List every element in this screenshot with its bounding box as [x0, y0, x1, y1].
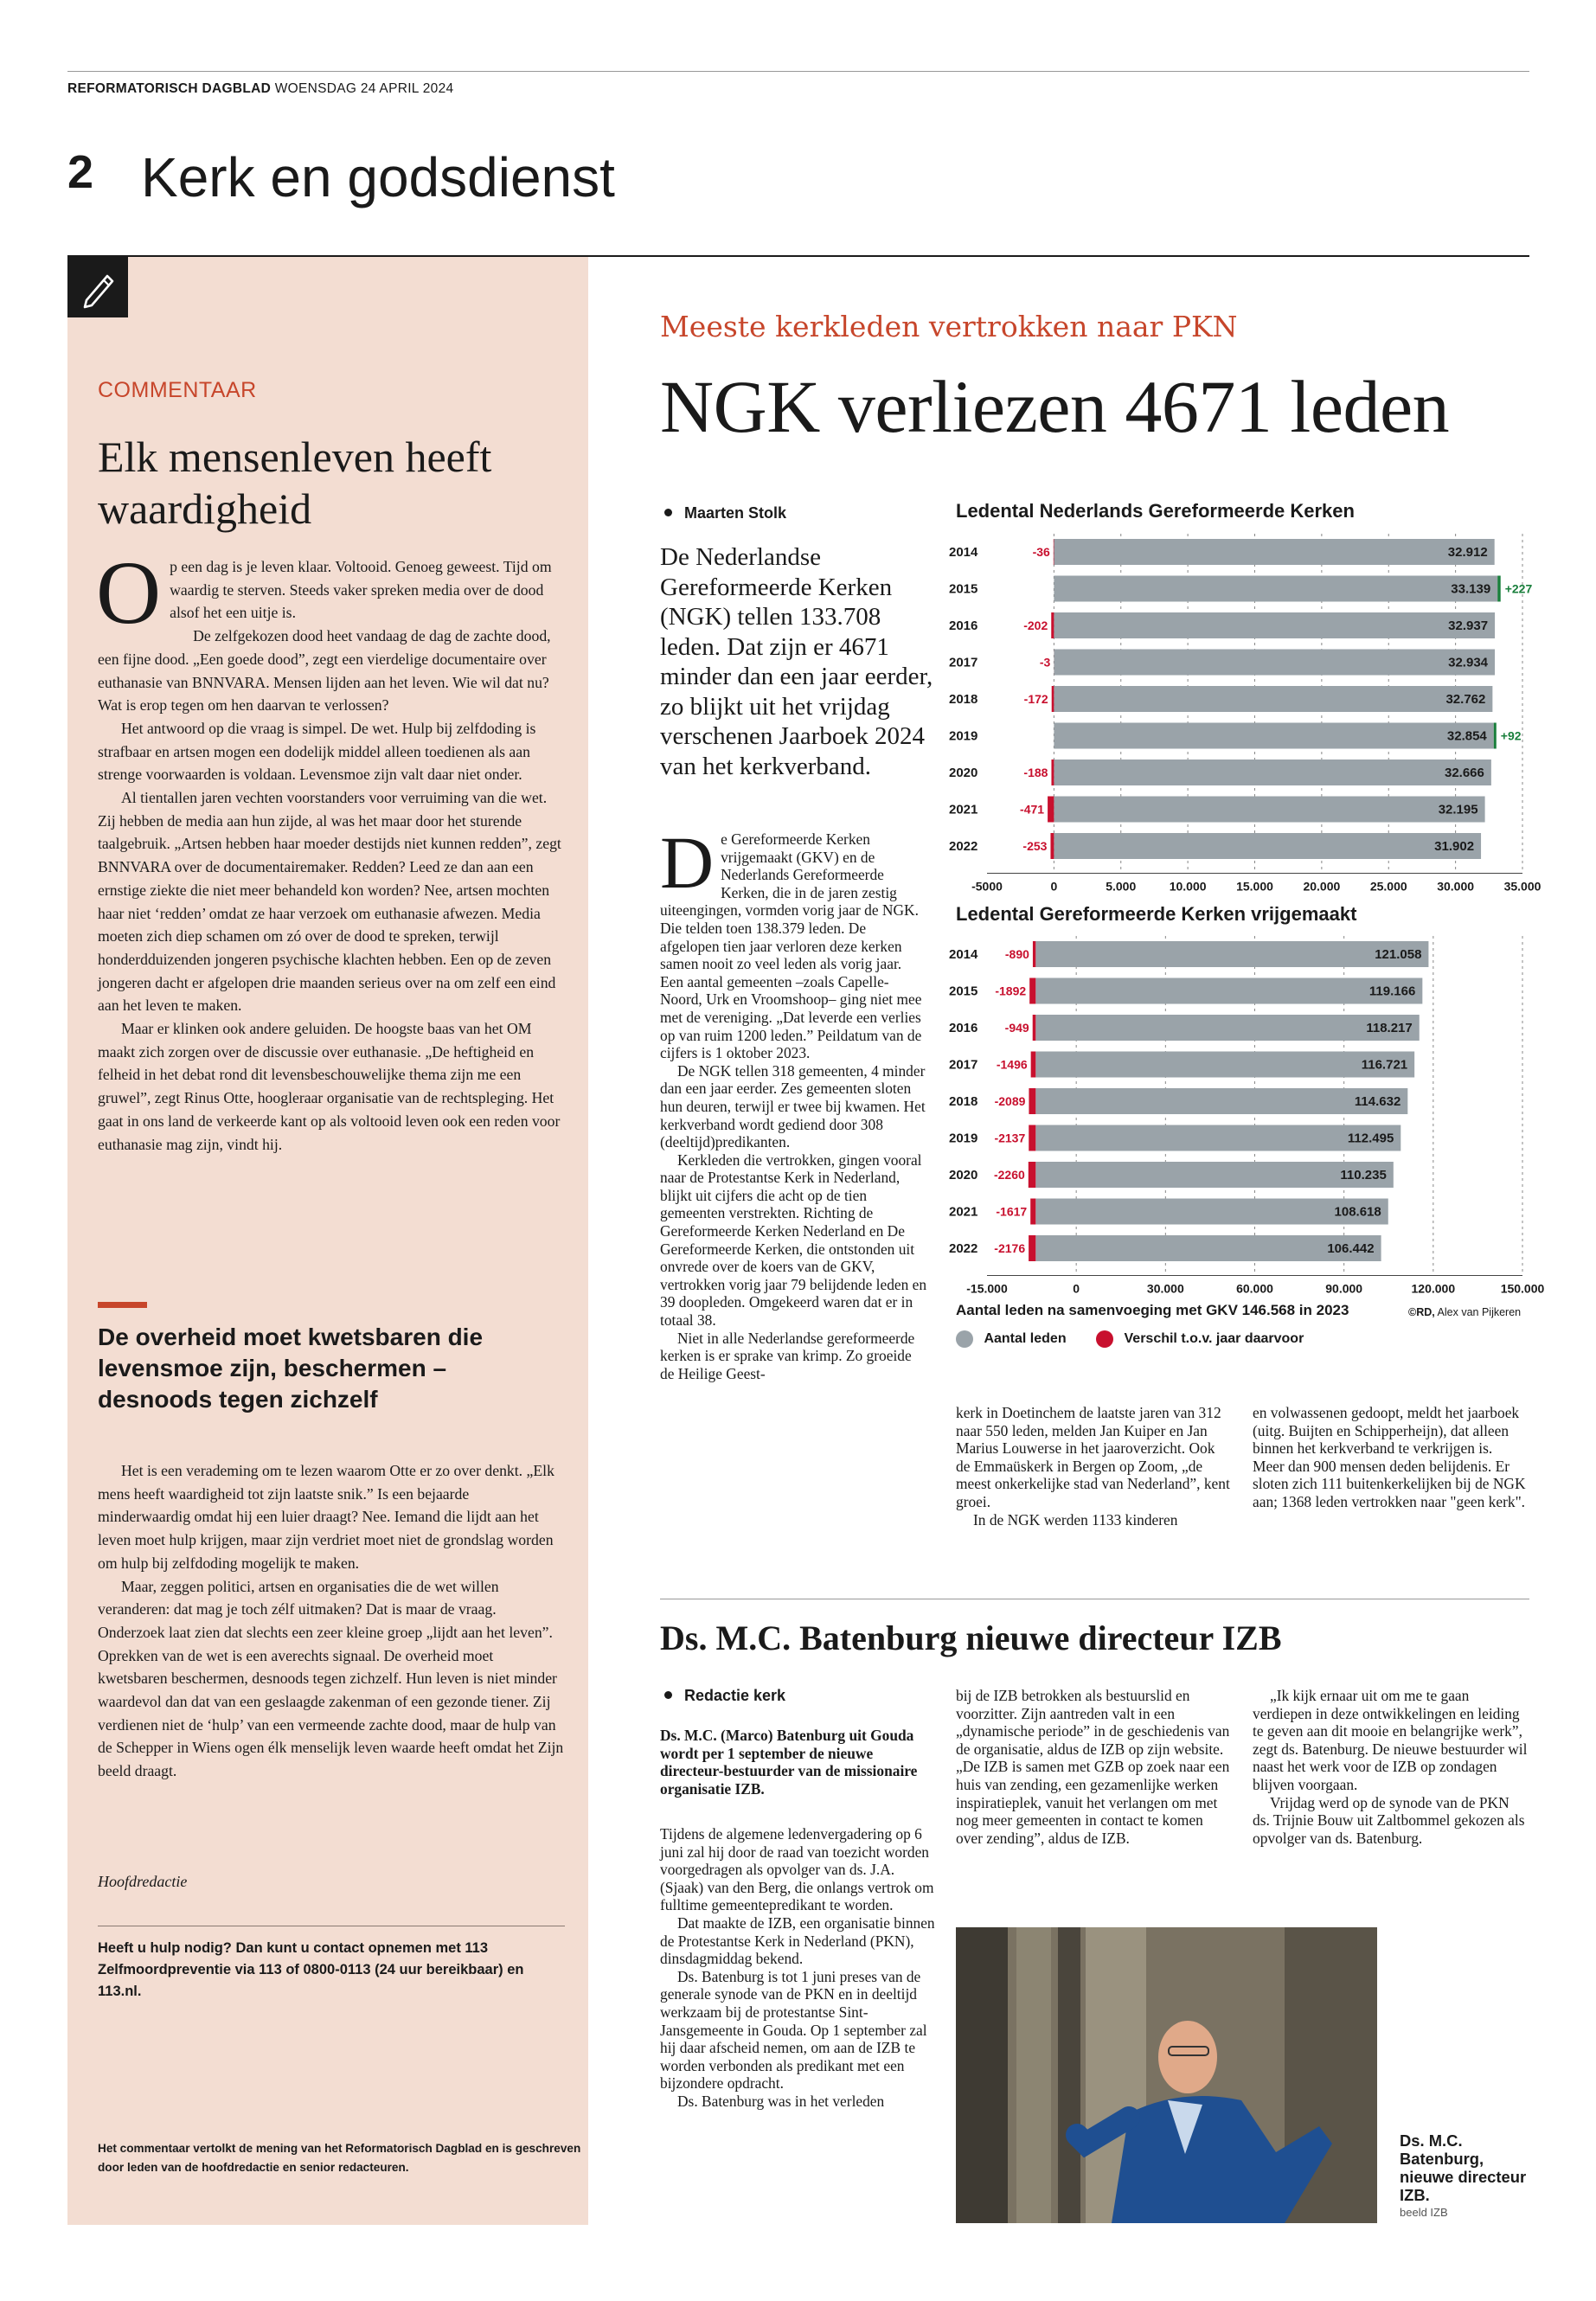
chart-value-label: 33.139 [1451, 581, 1491, 597]
chart-value-label: 31.902 [1434, 839, 1475, 854]
byline-author: Redactie kerk [684, 1687, 786, 1704]
chart-value-label: 32.195 [1438, 802, 1478, 817]
article2-byline [664, 1687, 785, 1705]
chart-diff-label: -471 [1020, 802, 1045, 817]
photo-caption: Ds. M.C. Batenburg, nieuwe directeur IZB. [1400, 2131, 1527, 2204]
commentary-paragraph: Maar er klinken ook andere geluiden. De hoogste baas van het OM maakt zich zorgen over de discussie over euthanasie. „De heftigheid en felheid in het debat rond dit levensbeschouwelijke thema zijn me een gruwel”, zegt Rinus Otte, hoogleraar organisatie van de rechtspleging. Het gaat in ons land de verkeerde kant op als voltooid leven ook een reden voor euthanasie mag zijn, vindt hij. [98, 1020, 561, 1153]
chart-year-label: 2021 [949, 1204, 978, 1220]
chart-year-label: 2015 [949, 581, 978, 597]
chart-ngk [947, 523, 1542, 895]
legend-verschil: Verschil t.o.v. jaar daarvoor [1124, 1331, 1304, 1346]
chart-value-label: 32.854 [1446, 728, 1487, 744]
article-col-2 [956, 1404, 1231, 1529]
article-byline [664, 504, 786, 522]
article-col-3 [1253, 1404, 1528, 1511]
article2-col-1 [660, 1825, 935, 2111]
chart-legend [956, 1330, 1304, 1348]
help-notice: Heeft u hulp nodig? Dan kunt u contact opnemen met 113 Zelfmoordpreventie via 113 of 0800-0113 (24 uur bereikbaar) en 113.nl. [98, 1940, 524, 1999]
chart-diff-bar [1029, 1125, 1035, 1151]
chart-value-label: 116.721 [1361, 1057, 1408, 1073]
article-paragraph: Kerkleden die vertrokken, gingen vooral naar de Protestantse Kerk in Nederland, blijkt uit cijfers die acht op de tien gemeenten verstrekten. Richting de Gereformeerde Kerken Nederland en De Gereformeerde Kerken, die ontstonden uit onvrede over de koers van de GKV, vertrokken vorig jaar 79 belijdende leden en 39 doopleden. Omgekeerd waren dat er in totaal 38. [660, 1150, 927, 1330]
legend-leden-swatch [956, 1330, 973, 1348]
byline-bullet [664, 1691, 672, 1699]
masthead [67, 81, 453, 97]
article2-col-3 [1253, 1687, 1528, 1847]
article2-col-2 [956, 1687, 1231, 1847]
article2-paragraph: Ds. Batenburg is tot 1 juni preses van de generale synode van de PKN en in deeltijd werkzaam bij de protestantse Sint-Jansgemeente in Gouda. Op 1 september zal hij daar afscheid nemen, om aan de IZB te worden verbonden als predikant met een bijzondere opdracht. [660, 1967, 927, 2093]
chart-merge-note: Aantal leden na samenvoeging met GKV 146.568 in 2023 [956, 1302, 1349, 1318]
commentary-dropcap: O [96, 543, 162, 643]
chart-bar [1054, 686, 1492, 712]
chart-bar [1035, 1088, 1407, 1114]
commentary-body-b [98, 1459, 565, 1783]
chart-diff-label: -1892 [995, 984, 1027, 998]
article-kicker: Meeste kerkleden vertrokken naar PKN [660, 310, 1238, 343]
chart-diff-label: -2089 [994, 1094, 1026, 1108]
masthead-rule [67, 71, 1529, 72]
chart-value-label: 32.934 [1448, 655, 1489, 670]
chart-year-label: 2017 [949, 655, 978, 670]
chart-tick-label: 5.000 [1106, 879, 1137, 894]
chart-bar [1054, 576, 1497, 602]
chart-diff-bar [1033, 1015, 1036, 1041]
chart-year-label: 2022 [949, 1241, 978, 1256]
byline-bullet [664, 509, 672, 516]
chart-year-label: 2014 [949, 545, 978, 560]
article-dropcap: D [660, 821, 715, 904]
chart-tick-label: 120.000 [1411, 1281, 1456, 1296]
chart-diff-bar [1051, 612, 1054, 638]
chart-bar [1035, 1125, 1401, 1151]
commentary-paragraph: Maar, zeggen politici, artsen en organisaties die de wet willen veranderen: dat mag je toch zélf uitmaken? Dat is maar de vraag. Onderzoek laat zien dat slechts een zeer kleine groep „lijdt aan het leven”. Oprekken van de wet is een averechts signaal. De overheid moet kwetsbaren beschermen, desnoods tegen zichzelf. Hun leven is niet minder waardevol dan dat van een geslaagde zakenman of een gezonde tiener. Zij verdienen niet de ‘hulp’ van een vermeende zachte dood, maar de hulp van de Schepper in Wiens ogen élk menselijk leven waarde heeft omdat het Zijn beeld draagt. [98, 1577, 564, 1780]
chart-diff-label: -1496 [996, 1057, 1028, 1072]
chart-tick-label: 10.000 [1169, 879, 1207, 894]
photo-credit: beeld IZB [1400, 2206, 1448, 2219]
chart-diff-bar [1029, 1235, 1035, 1261]
chart-diff-bar [1052, 686, 1054, 712]
chart-value-label: 114.632 [1354, 1094, 1401, 1109]
commentary-paragraph: Het is een verademing om te lezen waarom Otte er zo over denkt. „Elk mens heeft waardigheid tot zijn laatste snik.” Is een bejaarde minderwaardig omdat hij een luier draagt? Nee. Iemand die lijdt aan het leven moet hulp krijgen, maar zijn verdriet moet niet de grondslag worden om hulp bij zelfdoding mogelijk te maken. [98, 1462, 554, 1572]
chart-diff-bar [1029, 1162, 1035, 1188]
chart-tick-label: 30.000 [1146, 1281, 1184, 1296]
chart-bar [1054, 797, 1484, 823]
article2-paragraph: Vrijdag werd op de synode van de PKN ds. Trijnie Bouw uit Zaltbommel gekozen als opvolger van ds. Batenburg. [1253, 1793, 1525, 1847]
chart-diff-label: -188 [1023, 766, 1048, 779]
chart-year-label: 2014 [949, 947, 978, 962]
article-paragraph: In de NGK werden 1133 kinderen [973, 1510, 1178, 1529]
pullquote-bar [98, 1302, 147, 1308]
chart-value-label: 112.495 [1347, 1131, 1394, 1146]
chart-diff-bar [1033, 941, 1035, 967]
article-paragraph: Niet in alle Nederlandse gereformeerde kerken is er sprake van krimp. Zo groeide de Heilige Geest- [660, 1329, 915, 1382]
chart-diff-label: +92 [1500, 728, 1522, 743]
chart-diff-label: -890 [1004, 947, 1029, 961]
chart-tick-label: -5000 [971, 879, 1003, 894]
chart-bar [1054, 833, 1481, 859]
chart-year-label: 2021 [949, 802, 978, 817]
chart-diff-label: -3 [1039, 655, 1051, 670]
article2-lead: Ds. M.C. (Marco) Batenburg uit Gouda wordt per 1 september de nieuwe directeur-bestuurder van de missionaire organisatie IZB. [660, 1727, 918, 1798]
chart-tick-label: -15.000 [966, 1281, 1008, 1296]
chart-bar [1054, 539, 1494, 565]
section-title: Kerk en godsdienst [141, 146, 615, 208]
article2-paragraph: Ds. Batenburg was in het verleden [677, 2092, 885, 2110]
chart-gkv-title: Ledental Gereformeerde Kerken vrijgemaakt [956, 903, 1357, 925]
page-number: 2 [67, 146, 94, 198]
chart-value-label: 32.912 [1447, 545, 1488, 560]
chart-diff-bar [1029, 978, 1035, 1004]
chart-year-label: 2020 [949, 1168, 978, 1183]
chart-tick-label: 60.000 [1236, 1281, 1273, 1296]
chart-bar [1035, 978, 1422, 1004]
chart-diff-label: -1617 [996, 1204, 1028, 1219]
chart-credit-rd: ©RD, [1408, 1306, 1435, 1318]
chart-diff-label: -2137 [994, 1131, 1026, 1145]
commentary-paragraph: De zelfgekozen dood heet vandaag de dag de zachte dood, een fijne dood. „Een goede dood”, zegt een vierdelige documentaire over euthanasie van BNNVARA. Mensen lijden aan het leven. Wie wil dat nu? Wat is erop tegen om hen daarvan te verlossen? [98, 627, 551, 715]
chart-tick-label: 30.000 [1437, 879, 1475, 894]
chart-year-label: 2019 [949, 728, 978, 744]
article2-paragraph: „Ik kijk ernaar uit om me te gaan verdiepen in deze ontwikkelingen en leiding te geven aan dit mooie en belangrijke werk”, zegt ds. Batenburg. De nieuwe bestuurder wil naast het werk voor de IZB op zondagen blijven voorgaan. [1253, 1687, 1528, 1793]
chart-diff-bar [1029, 1088, 1035, 1114]
legend-verschil-swatch [1096, 1330, 1113, 1348]
chart-diff-label: -253 [1022, 839, 1048, 853]
chart-diff-label: -172 [1023, 692, 1048, 706]
masthead-date: WOENSDAG 24 APRIL 2024 [274, 81, 454, 96]
chart-tick-label: 0 [1073, 1281, 1080, 1296]
chart-diff-bar [1497, 576, 1501, 602]
chart-value-label: 110.235 [1340, 1168, 1387, 1183]
chart-year-label: 2019 [949, 1131, 978, 1146]
chart-value-label: 32.666 [1444, 766, 1484, 780]
chart-tick-label: 35.000 [1503, 879, 1542, 894]
chart-value-label: 118.217 [1366, 1021, 1413, 1035]
commentary-paragraph: p een dag is je leven klaar. Voltooid. Genoeg geweest. Tijd om waardig te sterven. Steeds vaker spreken media over de dood alsof het een uitje is. [170, 558, 552, 622]
chart-year-label: 2018 [949, 692, 978, 707]
chart-bar [1054, 650, 1495, 676]
chart-bar [1035, 1052, 1414, 1078]
article2-paragraph: Tijdens de algemene ledenvergadering op 6 juni zal hij door de raad van toezicht worden voorgedragen als opvolger van ds. J.A. (Sjaak) van den Berg, die onlangs vertrok om fulltime gemeentepredikant te worden. [660, 1825, 934, 1914]
article-paragraph: e Gereformeerde Kerken vrijgemaakt (GKV) en de Nederlands Gereformeerde Kerken, die in de jaren zestig uiteengingen, vormden vorig jaar de NGK. Die telden toen 138.379 leden. De afgelopen tien jaar verloren deze kerken samen nooit zo veel leden als vorig jaar. Een aantal gemeenten –zoals Capelle-Noord, Urk en Vroomshoop– ging niet mee met de vereniging. „Dat leverde een verlies op van ruim 1200 leden.” Peildatum van de cijfers is 1 oktober 2023. [660, 830, 922, 1062]
article-paragraph: en volwassenen gedoopt, meldt het jaarboek (uitg. Buijten en Schipperheijn), dat alleen binnen het kerkverband te verkrijgen is. Meer dan 900 mensen deden belijdenis. Er sloten zich 111 buitenkerkelijken bij de NGK aan; 1368 leden vertrokken naar "geen kerk". [1253, 1404, 1526, 1510]
article2-paragraph: Dat maakte de IZB, een organisatie binnen de Protestantse Kerk in Nederland (PKN), dinsdagmiddag bekend. [660, 1913, 935, 1968]
chart-credit [1408, 1306, 1521, 1318]
chart-diff-bar [1031, 1052, 1036, 1078]
commentary-body-a [96, 543, 565, 1156]
pullquote: De overheid moet kwetsbaren die levensmoe zijn, beschermen – desnoods tegen zichzelf [98, 1324, 484, 1413]
legend-leden: Aantal leden [984, 1331, 1067, 1346]
chart-diff-label: -36 [1032, 545, 1050, 559]
chart-value-label: 119.166 [1368, 984, 1416, 999]
chart-ngk-title: Ledental Nederlands Gereformeerde Kerken [956, 500, 1355, 522]
chart-value-label: 121.058 [1375, 947, 1422, 962]
article-headline: NGK verliezen 4671 leden [660, 365, 1450, 448]
commentary-label: COMMENTAAR [98, 378, 257, 402]
chart-year-label: 2017 [949, 1057, 978, 1073]
chart-year-label: 2022 [949, 839, 978, 854]
chart-diff-bar [1051, 760, 1054, 785]
chart-gkv [947, 927, 1545, 1299]
commentary-disclaimer: Het commentaar vertolkt de mening van het Reformatorisch Dagblad en is geschreven door leden van de hoofdredactie en senior redacteuren. [98, 2142, 581, 2174]
chart-bar [1054, 760, 1491, 785]
article-col-1 [660, 821, 928, 1382]
chart-tick-label: 90.000 [1325, 1281, 1363, 1296]
chart-year-label: 2016 [949, 619, 978, 633]
chart-value-label: 106.442 [1327, 1241, 1375, 1256]
chart-diff-label: -202 [1023, 619, 1048, 632]
chart-tick-label: 0 [1050, 879, 1058, 894]
portrait-photo [956, 1927, 1377, 2223]
chart-value-label: 32.937 [1448, 619, 1489, 633]
commentary-paragraph: Al tientallen jaren vechten voorstanders voor verruiming van die wet. Zij hebben de media aan hun zijde, al was het maar door het sturende taalgebruik. „Artsen hebben haar moeder destijds niet kunnen redden”, zegt BNNVARA over de documentairemaker. Redden? Leed ze dan aan een ernstige ziekte die niet meer behandeld kon worden? Nee, artsen mochten haar niet ‘redden’ omdat ze haar verzoek om euthanasie afwezen. Media moeten zich diep schamen om zó over de dood te spreken, terwijl honderdduizenden jongeren psychische klachten hebben. Een op de zeven jongeren dacht er afgelopen drie maanden serieus over na om zelf een eind aan het leven te maken. [98, 789, 561, 1015]
chart-diff-label: -2260 [993, 1168, 1025, 1182]
chart-value-label: 108.618 [1334, 1204, 1381, 1220]
chart-value-label: 32.762 [1445, 692, 1486, 707]
chart-diff-label: +227 [1504, 581, 1533, 596]
chart-diff-bar [1030, 1199, 1035, 1225]
article-paragraph: kerk in Doetinchem de laatste jaren van 312 naar 550 leden, melden Jan Kuiper en Jan Marius Louwerse in het jaaroverzicht. Ook de Emmaüskerk in Bergen op Zoom, „de meest onkerkelijke stad van Nederland”, kent groei. [956, 1404, 1230, 1510]
chart-diff-bar [1494, 723, 1497, 749]
commentary-signoff: Hoofdredactie [98, 1873, 188, 1890]
article2-headline: Ds. M.C. Batenburg nieuwe directeur IZB [660, 1618, 1282, 1657]
chart-credit-name: Alex van Pijkeren [1437, 1306, 1522, 1318]
chart-bar [1035, 941, 1428, 967]
chart-diff-label: -2176 [994, 1241, 1026, 1255]
masthead-paper: REFORMATORISCH DAGBLAD [67, 81, 272, 96]
chart-year-label: 2018 [949, 1094, 978, 1109]
chart-diff-label: -949 [1004, 1021, 1029, 1035]
chart-year-label: 2016 [949, 1021, 978, 1035]
chart-diff-bar [1048, 797, 1054, 823]
article2-paragraph: bij de IZB betrokken als bestuurslid en voorzitter. Zijn aantreden valt in een „dynamische periode” in de geschiedenis van de organisatie, aldus de IZB op zijn website. „De IZB is samen met GZB op zoek naar een huis van zending, een gezamenlijke werken inspiratieplek, vanuit het verlangen om met nog meer gemeenten in contact te komen over zending”, aldus de IZB. [956, 1687, 1230, 1847]
chart-year-label: 2020 [949, 766, 978, 780]
chart-tick-label: 25.000 [1369, 879, 1407, 894]
chart-diff-bar [1050, 833, 1054, 859]
chart-tick-label: 150.000 [1500, 1281, 1545, 1296]
chart-tick-label: 20.000 [1303, 879, 1341, 894]
chart-year-label: 2015 [949, 984, 978, 999]
chart-bar [1035, 1015, 1419, 1041]
article-lead: De Nederlandse Gereformeerde Kerken (NGK) tellen 133.708 leden. Dat zijn er 4671 minder dan een jaar eerder, zo blijkt uit het vrijdag verschenen Jaarboek 2024 van het kerkverband. [660, 543, 933, 780]
commentary-title: Elk mensenleven heeft waardigheid [98, 433, 492, 533]
commentary-paragraph: Het antwoord op die vraag is simpel. De wet. Hulp bij zelfdoding is strafbaar en artsen mogen een dodelijk middel alleen toedienen als aan strenge voorwaarden is voldaan. Levensmoe zijn valt daar niet onder. [98, 719, 536, 784]
chart-bar [1054, 723, 1493, 749]
article-paragraph: De NGK tellen 318 gemeenten, 4 minder dan een jaar eerder. Zes gemeenten sloten hun deuren, terwijl er twee bij kwamen. Het kerkverband wordt gediend door 308 (deeltijd)predikanten. [660, 1061, 926, 1151]
pen-icon [67, 257, 128, 317]
byline-author: Maarten Stolk [684, 504, 787, 522]
chart-bar [1054, 612, 1495, 638]
chart-tick-label: 15.000 [1236, 879, 1273, 894]
